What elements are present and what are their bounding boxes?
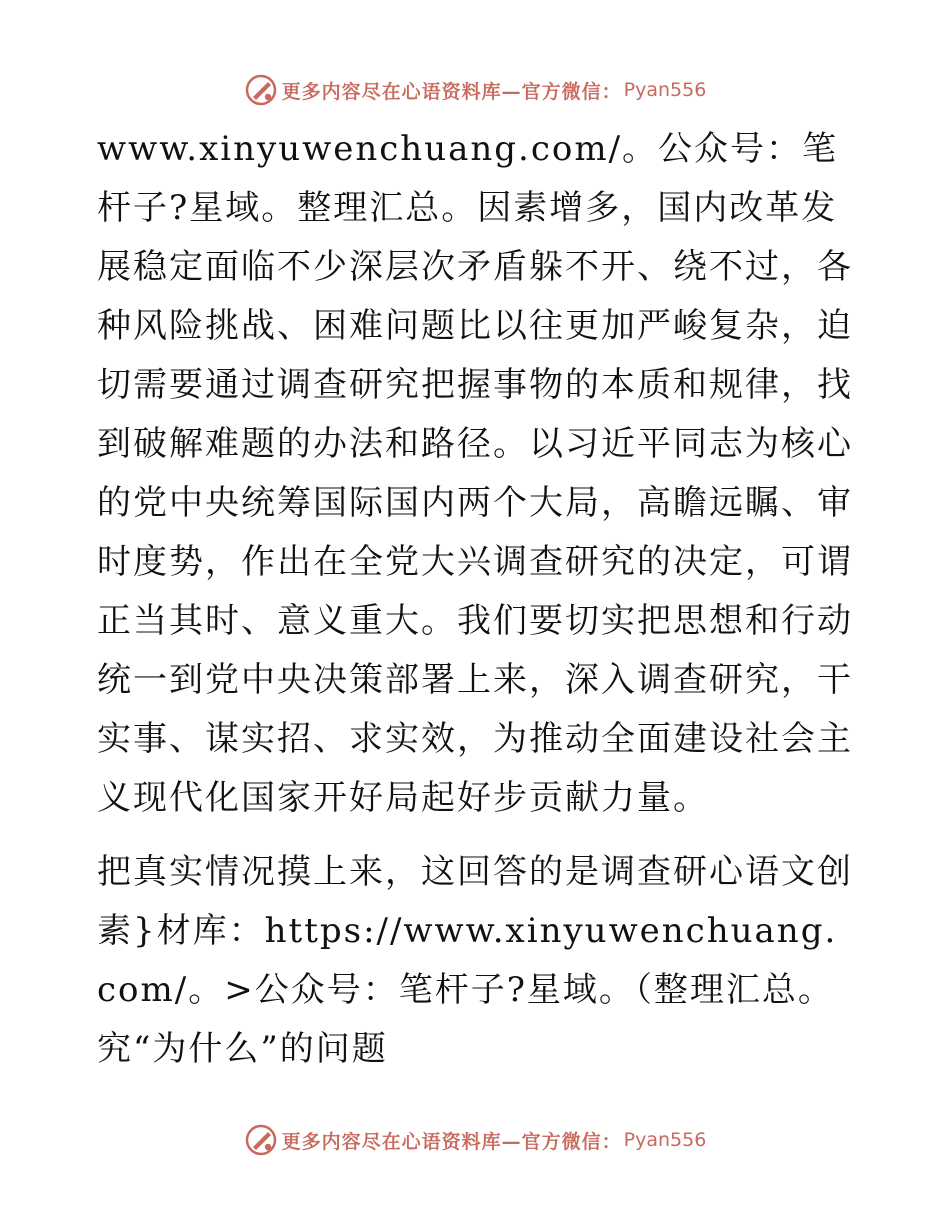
paragraph: 把真实情况摸上来，这回答的是调查研心语文创素}材库：https://www.xinyuwenchuang.com/。>公众号：笔杆子?星域。（整理汇总。究“为什么”的问题 (97, 852, 853, 1069)
banner-text: 更多内容尽在心语资料库—官方微信： (281, 1130, 622, 1153)
footer-banner (0, 1120, 950, 1160)
header-banner (0, 70, 950, 110)
paragraph: www.xinyuwenchuang.com/。公众号：笔杆子?星域。整理汇总。因素增多，国内改革发展稳定面临不少深层次矛盾躲不开、绕不过，各种风险挑战、困难问题比以往更加严峻复杂，迫切需要通过调查研究把握事物的本质和规律，找到破解难题的办法和路径。以习近平同志为核心的党中央统筹国际国内两个大局，高瞻远瞩、审时度势，作出在全党大兴调查研究的决定，可谓正当其时、意义重大。我们要切实把思想和行动统一到党中央决策部署上来，深入调查研究，干实事、谋实招、求实效，为推动全面建设社会主义现代化国家开好局起好步贡献力量。 (97, 129, 853, 818)
brand-logo-icon (244, 1123, 278, 1157)
document-body (97, 120, 857, 1079)
wechat-id: Pyan556 (623, 79, 707, 101)
wechat-id: Pyan556 (623, 1129, 707, 1151)
banner-text: 更多内容尽在心语资料库—官方微信： (281, 80, 622, 103)
brand-logo-icon (244, 73, 278, 107)
